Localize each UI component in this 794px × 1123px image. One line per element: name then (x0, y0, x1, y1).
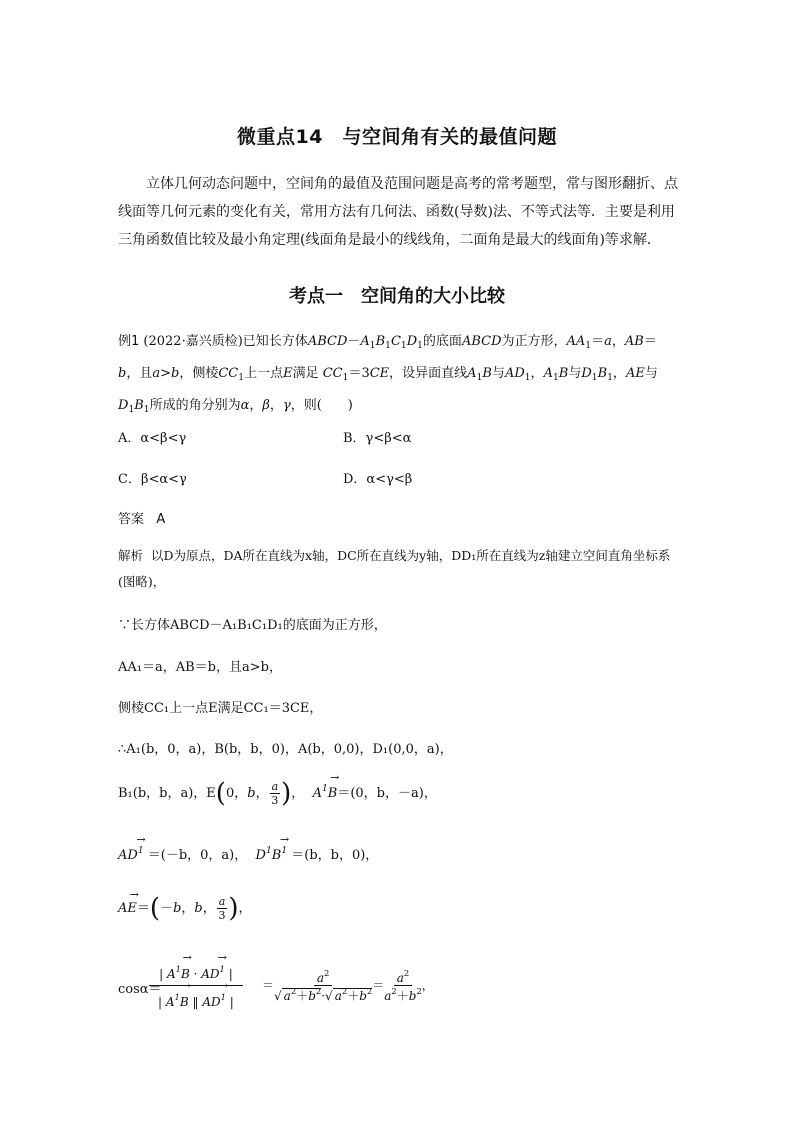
example-text: 的底面 (422, 334, 462, 349)
fraction-a-3: $\frac{a}{3}$ (218, 895, 226, 922)
example-text: 已知长方体 (242, 334, 308, 349)
example-text: 上一点 (244, 366, 284, 381)
solution-line-6a: B₁(b，b，a)，E (118, 786, 216, 801)
example-text: ，侧棱 (179, 366, 219, 381)
solution-line-6c: ＝(0，b，－a)， (337, 786, 437, 801)
cos-alpha-label: cosα＝ (118, 982, 162, 997)
example-text: 与 (491, 366, 505, 381)
option-d: D．α<γ<β (343, 472, 413, 487)
paren-left: ( (149, 893, 161, 924)
cos-alpha-result: ＝ $\frac{a^2}{√ a^2+b^2\cdot√ a^2+b^2}$ ＝ $\frac{a^2}{a^2+b^2}$ ， (262, 968, 434, 1003)
paren-right: ) (228, 893, 239, 924)
answer-label: 答案 (118, 512, 145, 527)
answer (118, 508, 165, 527)
solution-line-4: 侧棱CC₁上一点E满足CC₁＝3CE， (118, 701, 323, 716)
solution-line-6: B₁(b，b，a)，E(0，b， $\frac{a}{3}$ )， → $A^1B=(0$，b，－a)， (118, 780, 437, 807)
solution-line-8: → AE＝(－b，b， $\frac{a}{3}$ )， (118, 895, 252, 922)
example-source: (2022·嘉兴质检) (143, 334, 243, 349)
paren-left: ( (215, 778, 226, 809)
example-label: 例1 (118, 334, 140, 349)
page-title: 微重点14 与空间角有关的最值问题 (237, 126, 557, 148)
solution-line-3: AA₁＝a，AB＝b，且a>b， (118, 660, 282, 675)
solution-line-2: ∵长方体ABCD－A₁B₁C₁D₁的底面为正方形， (118, 618, 387, 633)
fraction-a2-sum: $\frac{a^2}{a^2+b^2}$ (384, 968, 422, 1003)
solution-line-7 (118, 844, 378, 863)
example-text: ，设异面直线 (389, 366, 468, 381)
fraction-a-3: $\frac{a}{3}$ (271, 780, 279, 807)
example-text: ，则( ) (290, 398, 353, 413)
section-title: 考点一 空间角的大小比较 (289, 286, 505, 307)
example-1: 例1 (2022·嘉兴质检)已知长方体$ABCD-A_1B_1C_1D_1$的底面ABCD为正方形，$AA_1=a$，AB＝b，且a>b，侧棱$CC_1$上一点E满足 $CC_1=3CE$，设异面直线$A_1B$与$AD_1$，$A_1B$与$D_1B_1$，AE与$D_1B_1$所成的角分别为α，β，γ，则( ) (118, 334, 658, 415)
example-text: 满足 (292, 366, 319, 381)
vector-a1b: → $A^1B$ (313, 784, 338, 801)
intro-paragraph (118, 170, 678, 254)
example-text: 为正方形， (501, 334, 567, 349)
equals: ＝ (136, 901, 150, 916)
option-a: A．α<β<γ (118, 431, 187, 446)
example-text: ，且 (126, 366, 153, 381)
solution-line-7a: ＝(－b，0，a)， (147, 848, 248, 863)
vector-d1b1: → $D^1B^1$ (256, 846, 288, 863)
option-c: C．β<α<γ (118, 472, 187, 487)
fraction-a2-sqrt: $\frac{a^2}{√ a^2+b^2\cdot√ a^2+b^2}$ (274, 968, 373, 1003)
example-text: 与 (568, 366, 582, 381)
answer-value: A (156, 512, 166, 527)
solution-line-5: ∴A₁(b，0，a)，B(b，b，0)，A(b，0,0)，D₁(0,0，a)， (118, 742, 453, 757)
paren-right: ) (281, 778, 292, 809)
vector-ae: → AE (118, 901, 137, 916)
cos-alpha-fraction (148, 958, 244, 1009)
example-text: 与 (644, 366, 658, 381)
option-b: B．γ<β<α (343, 431, 412, 446)
cos-denominator: | → $A^1B$ ‖ → $AD^1$ | (148, 986, 244, 1009)
solution-line-6b: ， (291, 786, 305, 801)
solution-intro (118, 543, 678, 595)
cos-numerator: | → $A^1B$ · → $AD^1$ | (149, 958, 243, 986)
example-text: 所成的角分别为 (149, 398, 241, 413)
solution-label: 解析 (118, 548, 144, 563)
solution-line-7b: ＝(b，b，0)， (291, 848, 379, 863)
vector-ad1: → $AD^1$ (118, 846, 144, 863)
solution-line-1: 以D为原点，DA所在直线为x轴，DC所在直线为y轴，DD₁所在直线为z轴建立空间直角坐标系(图略)， (118, 548, 671, 589)
intro-text: 立体几何动态问题中，空间角的最值及范围问题是高考的常考题型，常与图形翻折、点线面等几何元素的变化有关，常用方法有几何法、函数(导数)法、不等式法等．主要是利用三角函数值比较及最小角定理(线面角是最小的线线角，二面角是最大的线面角)等求解． (118, 176, 678, 248)
